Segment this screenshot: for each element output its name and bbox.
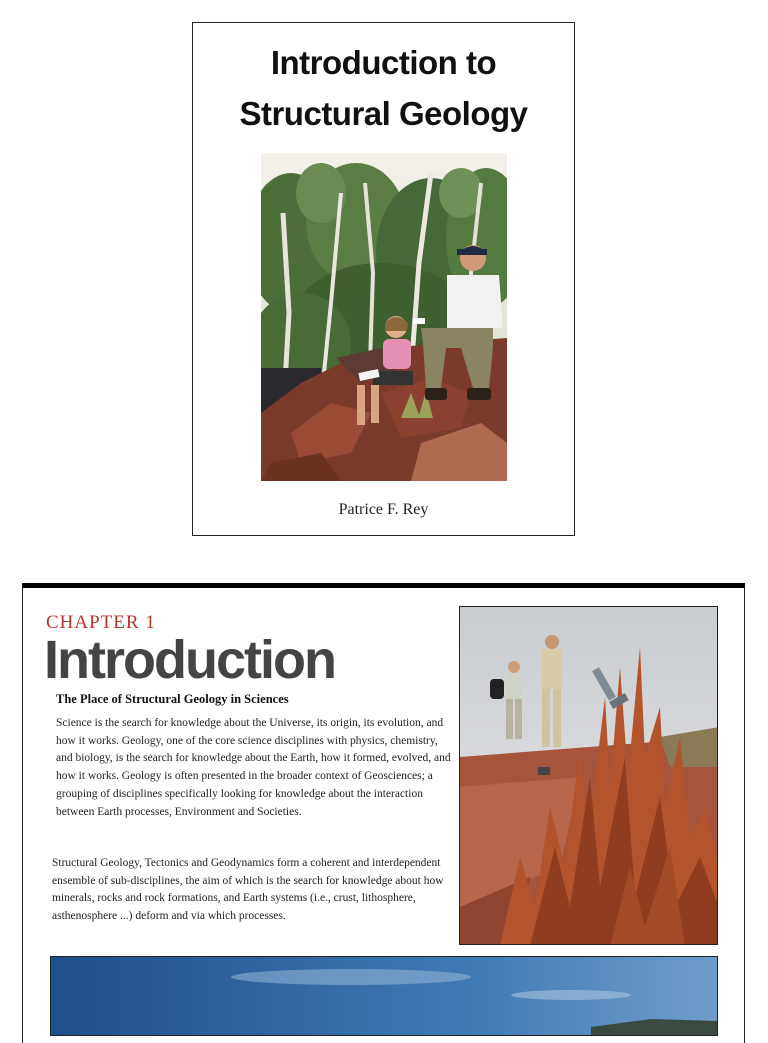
body-paragraph-1: Science is the search for knowledge about the Universe, its origin, its evolution, and how it works. Geology, one of the core science disciplines with physics, chemistry, and biology, is the search for knowledge about the Earth, how it formed, evolved, and how it works. Geology is often presented in the broader context of Geosciences; a grouping of disciplines specifically looking for knowledge about the interaction between Earth processes, Environment and Societies. [56, 717, 451, 818]
chapter-photo-folded-rock-outcrop [459, 606, 718, 945]
book-cover [192, 22, 575, 536]
chapter-label: CHAPTER 1 [46, 612, 156, 633]
body-paragraph-2: Structural Geology, Tectonics and Geodynamics form a coherent and interdependent ensemble of sub-disciplines, the aim of which is the search for knowledge about how minerals, rocks and rock formations, and Earth systems (i.e., crust, lithosphere, asthenosphere ...) deform and via which processes. [52, 857, 444, 923]
cover-author: Patrice F. Rey [338, 501, 429, 518]
cover-title-line-1: Introduction to [270, 44, 497, 81]
section-heading: The Place of Structural Geology in Sciences [56, 692, 289, 706]
cover-title [193, 37, 574, 139]
chapter-page [22, 583, 745, 1043]
landscape-photo-sky [50, 956, 718, 1036]
cover-title-line-2: Structural Geology [239, 95, 528, 132]
chapter-title: Introduction [44, 630, 335, 690]
cover-photo-geologists-on-outcrop [261, 153, 507, 481]
